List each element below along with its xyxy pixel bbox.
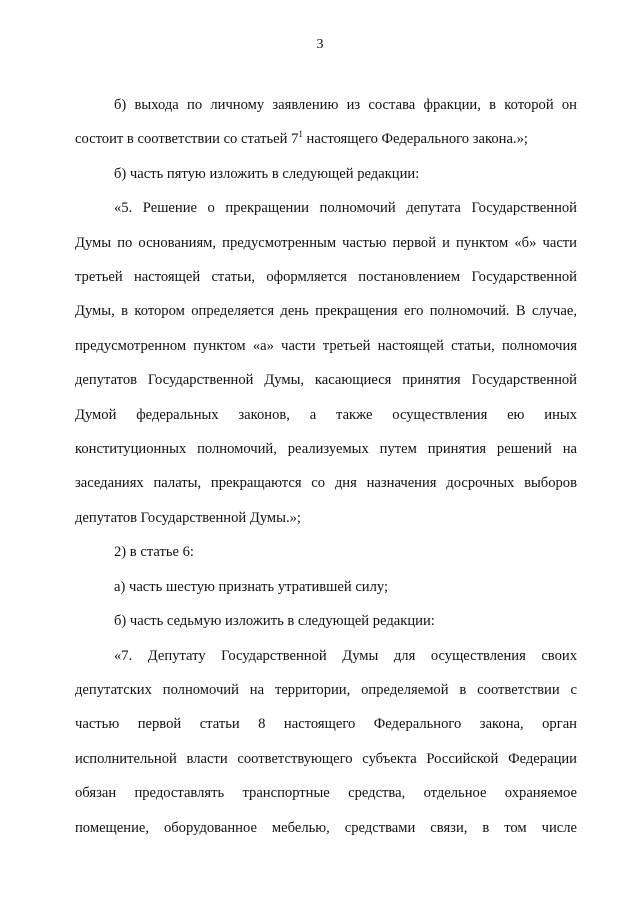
- text-line: «5. Решение о прекращении полномочий депутата Государственной: [114, 200, 577, 217]
- text-line: б) выхода по личному заявлению из состава фракции, в которой он: [114, 97, 577, 113]
- superscript: 1: [298, 129, 303, 140]
- text-line: б) часть пятую изложить в следующей редакции:: [114, 165, 420, 182]
- paragraph-5: [75, 570, 577, 604]
- text-line: Думы, в котором определяется день прекращения его полномочий. В случае,: [75, 303, 577, 320]
- text-line: «7. Депутату Государственной Думы для осуществления своих: [114, 647, 577, 664]
- text-line: обязан предоставлять транспортные средства, отдельное охраняемое: [75, 785, 577, 802]
- paragraph-3: [75, 191, 577, 535]
- text-line: заседаниях палаты, прекращаются со дня назначения досрочных выборов: [75, 475, 577, 492]
- page-number: 3: [316, 37, 324, 52]
- text-line: б) часть седьмую изложить в следующей редакции:: [114, 613, 435, 630]
- text-line: Думы по основаниям, предусмотренным частью первой и пунктом «б» части: [75, 234, 577, 251]
- document-body: [75, 88, 577, 845]
- paragraph-6: [75, 604, 577, 638]
- text-line: Думой федеральных законов, а также осуществления ею иных: [75, 406, 577, 423]
- text-line: состоит в соответствии со статьей $7^1$ настоящего Федерального закона.»;: [75, 129, 528, 148]
- text-line: депутатских полномочий на территории, определяемой в соответствии с: [75, 681, 577, 698]
- paragraph-4: [75, 535, 577, 569]
- text-line: депутатов Государственной Думы.»;: [75, 509, 301, 526]
- paragraph-7: [75, 639, 577, 845]
- text-line: исполнительной власти соответствующего субъекта Российской Федерации: [75, 750, 577, 767]
- paragraph-2: [75, 157, 577, 191]
- text-line: помещение, оборудованное мебелью, средствами связи, в том числе: [75, 819, 577, 836]
- text-line: депутатов Государственной Думы, касающиеся принятия Государственной: [75, 372, 577, 389]
- text-line: конституционных полномочий, реализуемых путем принятия решений на: [75, 441, 577, 458]
- paragraph-1: [75, 88, 577, 157]
- text-line: частью первой статьи 8 настоящего Федерального закона, орган: [75, 716, 577, 733]
- text-line: третьей настоящей статьи, оформляется постановлением Государственной: [75, 269, 577, 286]
- text-line: 2) в статье 6:: [114, 544, 194, 561]
- text-line: а) часть шестую признать утратившей силу;: [114, 578, 389, 595]
- text-line: предусмотренном пунктом «а» части третьей настоящей статьи, полномочия: [75, 337, 577, 354]
